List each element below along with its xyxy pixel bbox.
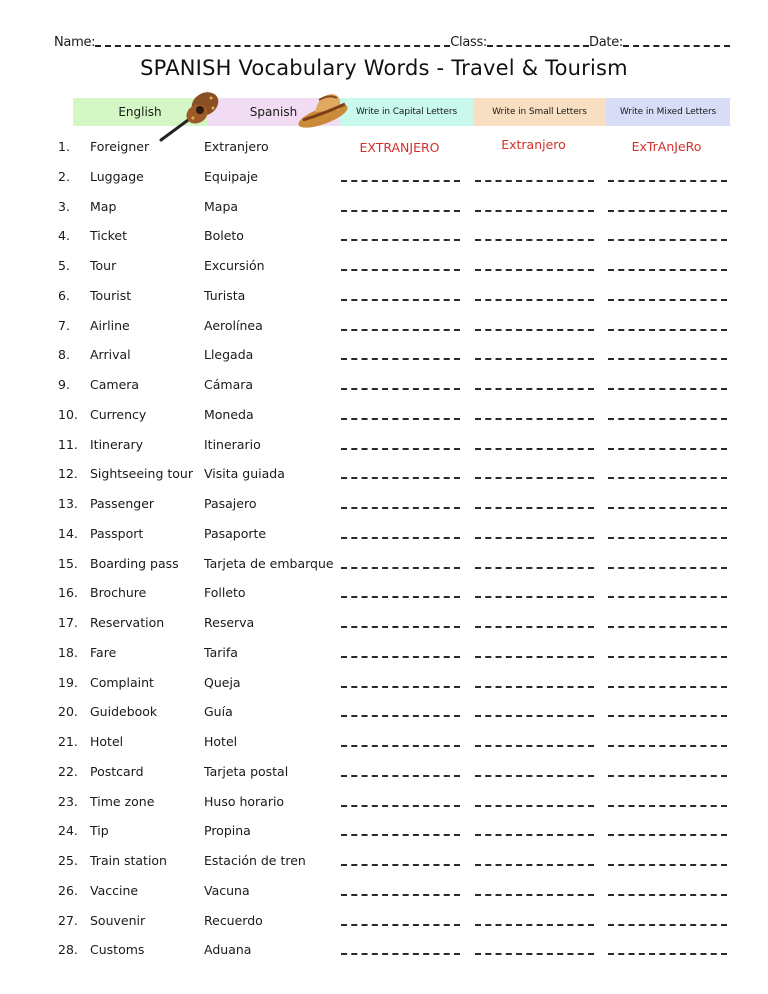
english-word: Souvenir — [90, 912, 146, 928]
small-letters-blank[interactable] — [475, 358, 594, 360]
capital-letters-blank[interactable] — [341, 537, 460, 539]
vocab-row — [0, 523, 768, 545]
spanish-word: Extranjero — [204, 139, 269, 154]
vocab-row — [0, 672, 768, 694]
spanish-word: Aduana — [204, 942, 252, 958]
vocab-row — [0, 225, 768, 247]
capital-letters-blank[interactable] — [341, 745, 460, 747]
column-header-capital: Write in Capital Letters — [340, 98, 473, 126]
small-letters-blank[interactable] — [475, 477, 594, 479]
row-number: 26. — [58, 882, 78, 898]
vocab-row — [0, 701, 768, 723]
spanish-word: Llegada — [204, 347, 254, 363]
english-word: Camera — [90, 377, 140, 392]
capital-letters-blank[interactable] — [341, 210, 460, 212]
english-word: Foreigner — [90, 139, 150, 154]
vocab-row — [0, 344, 768, 366]
english-word: Passenger — [90, 496, 155, 511]
vocab-row — [0, 761, 768, 783]
capital-letters-blank[interactable] — [341, 715, 460, 717]
capital-letters-blank[interactable] — [341, 507, 460, 509]
row-number: 22. — [58, 763, 78, 779]
english-word: Vaccine — [90, 882, 139, 898]
small-letters-blank[interactable] — [475, 388, 594, 390]
row-number: 13. — [58, 496, 78, 511]
column-header-mixed: Write in Mixed Letters — [606, 98, 730, 126]
english-word: Ticket — [90, 228, 127, 244]
english-word: Hotel — [90, 734, 124, 749]
mixed-letters-blank[interactable] — [608, 239, 727, 241]
row-number: 15. — [58, 555, 78, 571]
mixed-letters-blank[interactable] — [608, 834, 727, 836]
student-info-line — [54, 32, 730, 50]
row-number: 18. — [58, 644, 78, 660]
row-number: 19. — [58, 674, 78, 690]
mixed-letters-blank[interactable] — [608, 924, 727, 926]
row-number: 4. — [58, 228, 70, 244]
spanish-word: Folleto — [204, 585, 246, 601]
mixed-letters-blank[interactable] — [608, 686, 727, 688]
date-label: Date: — [589, 35, 623, 50]
spanish-word: Equipaje — [204, 168, 258, 184]
vocab-row — [0, 880, 768, 902]
capital-letters-blank[interactable] — [341, 834, 460, 836]
name-field[interactable] — [95, 43, 450, 47]
spanish-word: Turista — [204, 287, 246, 303]
english-word: Tour — [90, 258, 117, 273]
capital-letters-blank[interactable] — [341, 864, 460, 866]
vocab-row — [0, 850, 768, 872]
english-word: Guidebook — [90, 704, 158, 720]
small-letters-blank[interactable] — [475, 626, 594, 628]
row-number: 10. — [58, 406, 78, 422]
capital-letters-blank[interactable] — [341, 626, 460, 628]
vocab-row — [0, 939, 768, 961]
capital-letters-blank[interactable] — [341, 418, 460, 420]
spanish-word: Propina — [204, 823, 251, 839]
mixed-letters-blank[interactable] — [608, 626, 727, 628]
small-letters-blank[interactable] — [475, 745, 594, 747]
capital-letters-blank[interactable] — [341, 596, 460, 598]
capital-letters-blank[interactable] — [341, 924, 460, 926]
mixed-letters-blank[interactable] — [608, 507, 727, 509]
small-letters-blank[interactable] — [475, 418, 594, 420]
name-label: Name: — [54, 35, 96, 50]
vocab-row — [0, 493, 768, 515]
small-letters-blank[interactable] — [475, 507, 594, 509]
small-letters-blank[interactable] — [475, 567, 594, 569]
example-mixed: ExTrAnJeRo — [631, 139, 702, 154]
spanish-word: Aerolínea — [204, 317, 263, 333]
row-number: 20. — [58, 704, 78, 720]
spanish-word: Tarjeta de embarque — [204, 555, 334, 571]
english-word: Currency — [90, 406, 147, 422]
mixed-letters-blank[interactable] — [608, 358, 727, 360]
spanish-word: Reserva — [204, 615, 255, 630]
spanish-word: Vacuna — [204, 882, 250, 898]
row-number: 28. — [58, 942, 78, 958]
english-word: Postcard — [90, 763, 144, 779]
capital-letters-blank[interactable] — [341, 805, 460, 807]
spanish-word: Hotel — [204, 734, 238, 749]
capital-letters-blank[interactable] — [341, 953, 460, 955]
capital-letters-blank[interactable] — [341, 656, 460, 658]
small-letters-blank[interactable] — [475, 715, 594, 717]
capital-letters-blank[interactable] — [341, 239, 460, 241]
vocab-row — [0, 136, 768, 158]
vocab-row — [0, 582, 768, 604]
spanish-word: Guía — [204, 704, 233, 720]
row-number: 7. — [58, 317, 70, 333]
small-letters-blank[interactable] — [475, 805, 594, 807]
spanish-word: Pasaporte — [204, 525, 267, 541]
mixed-letters-blank[interactable] — [608, 656, 727, 658]
mixed-letters-blank[interactable] — [608, 953, 727, 955]
mixed-letters-blank[interactable] — [608, 210, 727, 212]
vocab-row — [0, 612, 768, 634]
small-letters-blank[interactable] — [475, 329, 594, 331]
row-number: 27. — [58, 912, 78, 928]
english-word: Arrival — [90, 347, 131, 363]
vocab-row — [0, 553, 768, 575]
capital-letters-blank[interactable] — [341, 477, 460, 479]
row-number: 5. — [58, 258, 70, 273]
vocab-row — [0, 374, 768, 396]
row-number: 2. — [58, 168, 70, 184]
mixed-letters-blank[interactable] — [608, 329, 727, 331]
mixed-letters-blank[interactable] — [608, 745, 727, 747]
capital-letters-blank[interactable] — [341, 567, 460, 569]
row-number: 3. — [58, 198, 70, 214]
english-word: Map — [90, 198, 117, 214]
spanish-word: Boleto — [204, 228, 244, 244]
vocab-row — [0, 642, 768, 664]
small-letters-blank[interactable] — [475, 596, 594, 598]
english-word: Passport — [90, 525, 144, 541]
vocab-row — [0, 791, 768, 813]
spanish-word: Queja — [204, 674, 241, 690]
english-word: Tourist — [90, 287, 132, 303]
capital-letters-blank[interactable] — [341, 180, 460, 182]
mixed-letters-blank[interactable] — [608, 418, 727, 420]
mixed-letters-blank[interactable] — [608, 180, 727, 182]
row-number: 8. — [58, 347, 70, 363]
row-number: 16. — [58, 585, 78, 601]
small-letters-blank[interactable] — [475, 299, 594, 301]
small-letters-blank[interactable] — [475, 775, 594, 777]
mixed-letters-blank[interactable] — [608, 299, 727, 301]
vocab-row — [0, 434, 768, 456]
spanish-word: Visita guiada — [204, 466, 285, 482]
small-letters-blank[interactable] — [475, 686, 594, 688]
vocab-row — [0, 731, 768, 753]
mixed-letters-blank[interactable] — [608, 567, 727, 569]
small-letters-blank[interactable] — [475, 269, 594, 271]
vocab-row — [0, 910, 768, 932]
row-number: 1. — [58, 139, 70, 154]
english-word: Customs — [90, 942, 145, 958]
small-letters-blank[interactable] — [475, 656, 594, 658]
mixed-letters-blank[interactable] — [608, 805, 727, 807]
vocab-row — [0, 315, 768, 337]
row-number: 6. — [58, 287, 70, 303]
small-letters-blank[interactable] — [475, 864, 594, 866]
english-word: Boarding pass — [90, 555, 179, 571]
english-word: Luggage — [90, 168, 144, 184]
row-number: 21. — [58, 734, 78, 749]
row-number: 9. — [58, 377, 70, 392]
sombrero-icon — [293, 88, 353, 128]
row-number: 24. — [58, 823, 78, 839]
capital-letters-blank[interactable] — [341, 299, 460, 301]
spanish-word: Itinerario — [204, 436, 261, 452]
row-number: 14. — [58, 525, 78, 541]
spanish-word: Excursión — [204, 258, 265, 273]
spanish-word: Tarjeta postal — [204, 763, 289, 779]
row-number: 17. — [58, 615, 78, 630]
mixed-letters-blank[interactable] — [608, 537, 727, 539]
vocab-row — [0, 196, 768, 218]
spanish-word: Mapa — [204, 198, 239, 214]
vocab-row — [0, 404, 768, 426]
capital-letters-blank[interactable] — [341, 358, 460, 360]
row-number: 11. — [58, 436, 78, 452]
capital-letters-blank[interactable] — [341, 269, 460, 271]
mixed-letters-blank[interactable] — [608, 596, 727, 598]
english-word: Fare — [90, 644, 117, 660]
spanish-word: Pasajero — [204, 496, 257, 511]
mixed-letters-blank[interactable] — [608, 894, 727, 896]
class-field[interactable] — [487, 43, 589, 47]
english-word: Reservation — [90, 615, 165, 630]
english-word: Airline — [90, 317, 130, 333]
vocab-row — [0, 255, 768, 277]
small-letters-blank[interactable] — [475, 924, 594, 926]
vocab-row — [0, 820, 768, 842]
small-letters-blank[interactable] — [475, 210, 594, 212]
page-title: SPANISH Vocabulary Words - Travel & Tourism — [140, 56, 628, 80]
mixed-letters-blank[interactable] — [608, 775, 727, 777]
english-word: Train station — [90, 853, 167, 868]
spanish-word: Huso horario — [204, 793, 285, 809]
mixed-letters-blank[interactable] — [608, 448, 727, 450]
small-letters-blank[interactable] — [475, 953, 594, 955]
spanish-word: Tarifa — [204, 644, 238, 660]
capital-letters-blank[interactable] — [341, 894, 460, 896]
vocab-row — [0, 463, 768, 485]
english-word: Tip — [90, 823, 109, 839]
english-word: Complaint — [90, 674, 154, 690]
row-number: 12. — [58, 466, 78, 482]
class-label: Class: — [450, 35, 488, 50]
spanish-word: Estación de tren — [204, 853, 306, 868]
mixed-letters-blank[interactable] — [608, 269, 727, 271]
small-letters-blank[interactable] — [475, 894, 594, 896]
vocab-row — [0, 166, 768, 188]
spanish-word: Cámara — [204, 377, 254, 392]
capital-letters-blank[interactable] — [341, 686, 460, 688]
capital-letters-blank[interactable] — [341, 448, 460, 450]
small-letters-blank[interactable] — [475, 239, 594, 241]
mixed-letters-blank[interactable] — [608, 715, 727, 717]
small-letters-blank[interactable] — [475, 537, 594, 539]
column-header-small: Write in Small Letters — [473, 98, 606, 126]
example-capital: EXTRANJERO — [359, 140, 440, 155]
column-header-english: English — [73, 98, 207, 126]
mixed-letters-blank[interactable] — [608, 864, 727, 866]
small-letters-blank[interactable] — [475, 448, 594, 450]
spanish-word: Moneda — [204, 406, 254, 422]
example-small: Extranjero — [501, 137, 566, 152]
row-number: 25. — [58, 853, 78, 868]
mixed-letters-blank[interactable] — [608, 477, 727, 479]
capital-letters-blank[interactable] — [341, 329, 460, 331]
mixed-letters-blank[interactable] — [608, 388, 727, 390]
spanish-word: Recuerdo — [204, 912, 263, 928]
capital-letters-blank[interactable] — [341, 388, 460, 390]
small-letters-blank[interactable] — [475, 180, 594, 182]
column-header-spanish: Spanish — [207, 98, 340, 126]
english-word: Time zone — [90, 793, 155, 809]
english-word: Sightseeing tour — [90, 466, 193, 482]
english-word: Brochure — [90, 585, 147, 601]
english-word: Itinerary — [90, 436, 144, 452]
capital-letters-blank[interactable] — [341, 775, 460, 777]
date-field[interactable] — [623, 43, 730, 47]
row-number: 23. — [58, 793, 78, 809]
small-letters-blank[interactable] — [475, 834, 594, 836]
vocab-row — [0, 285, 768, 307]
